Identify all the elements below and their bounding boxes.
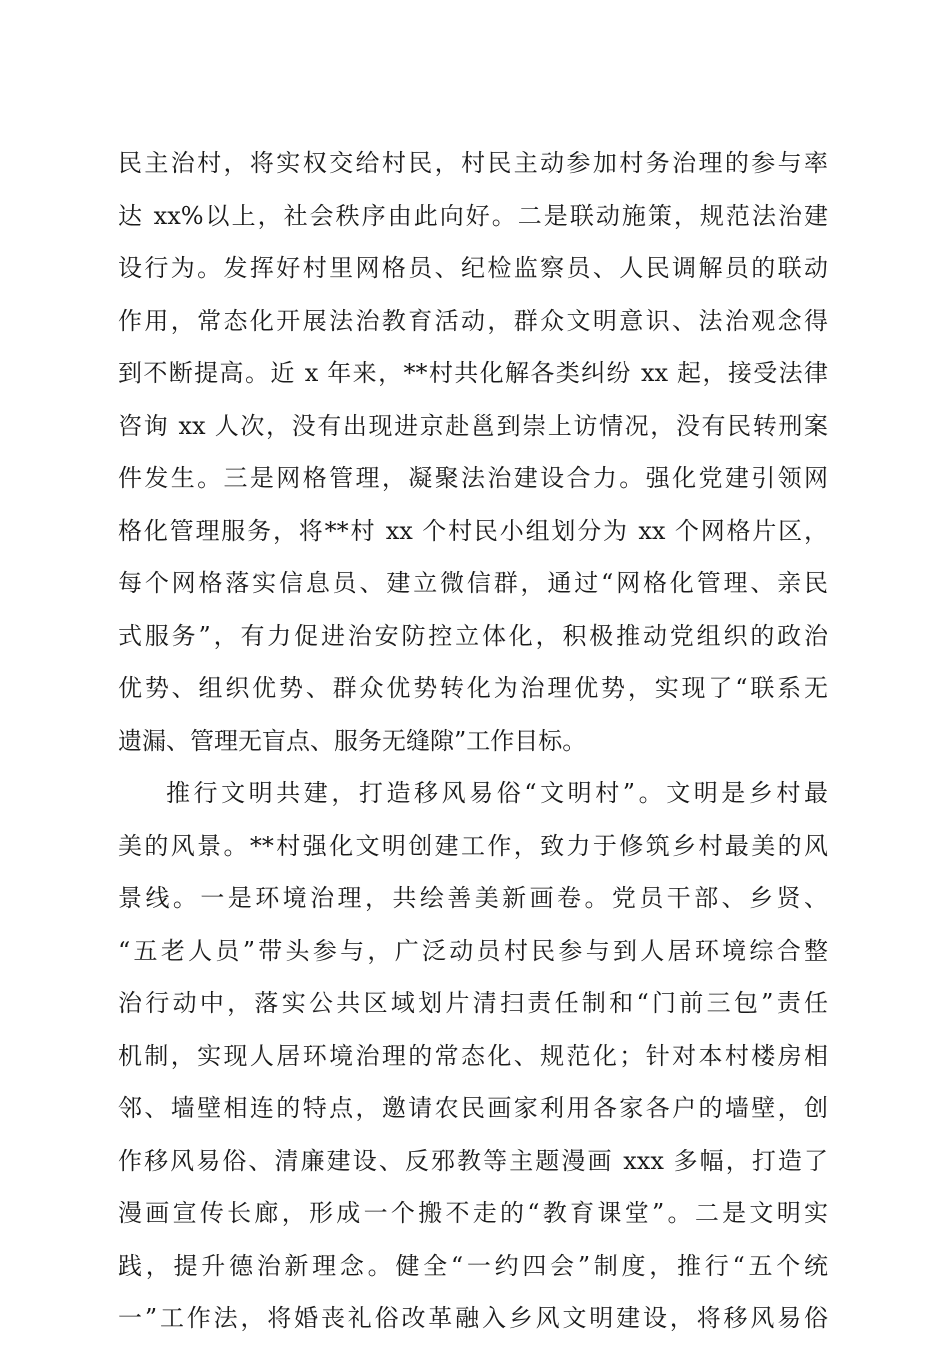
text-line: 咨询 xx 人次，没有出现进京赴邕到崇上访情况，没有民转刑案 (118, 411, 828, 440)
text-line: 一”工作法，将婚丧礼俗改革融入乡风文明建设，将移风易俗 (118, 1304, 828, 1332)
text-line: 到不断提高。近 x 年来，**村共化解各类纠纷 xx 起，接受法律 (118, 359, 828, 387)
text-line: 设行为。发挥好村里网格员、纪检监察员、人民调解员的联动 (118, 254, 828, 282)
text-line: 漫画宣传长廊，形成一个搬不走的“教育课堂”。二是文明实 (118, 1199, 828, 1227)
text-line: 景线。一是环境治理，共绘善美新画卷。党员干部、乡贤、 (118, 884, 828, 912)
paragraph-rule-of-law (118, 137, 828, 767)
text-line: “五老人员”带头参与，广泛动员村民参与到人居环境综合整 (118, 936, 828, 965)
paragraph-civilization (118, 767, 828, 1345)
text-line: 作用，常态化开展法治教育活动，群众文明意识、法治观念得 (118, 306, 828, 335)
text-line: 作移风易俗、清廉建设、反邪教等主题漫画 xxx 多幅，打造了 (118, 1146, 828, 1175)
text-line: 邻、墙壁相连的特点，邀请农民画家利用各家各户的墙壁，创 (118, 1094, 828, 1122)
text-line: 件发生。三是网格管理，凝聚法治建设合力。强化党建引领网 (118, 464, 828, 492)
text-line: 机制，实现人居环境治理的常态化、规范化；针对本村楼房相 (118, 1041, 828, 1070)
text-line: 优势、组织优势、群众优势转化为治理优势，实现了“联系无 (118, 674, 828, 702)
text-line: 每个网格落实信息员、建立微信群，通过“网格化管理、亲民 (118, 569, 828, 597)
text-line: 遗漏、管理无盲点、服务无缝隙”工作目标。 (118, 726, 587, 755)
text-line: 美的风景。**村强化文明创建工作，致力于修筑乡村最美的风 (118, 831, 828, 860)
text-line: 治行动中，落实公共区域划片清扫责任制和“门前三包”责任 (118, 989, 828, 1017)
text-line: 达 xx%以上，社会秩序由此向好。二是联动施策，规范法治建 (118, 201, 828, 230)
text-line: 践，提升德治新理念。健全“一约四会”制度，推行“五个统 (118, 1251, 828, 1280)
text-line: 格化管理服务，将**村 xx 个村民小组划分为 xx 个网格片区， (118, 516, 828, 545)
document-body (118, 137, 828, 1345)
text-line: 推行文明共建，打造移风易俗“文明村”。文明是乡村最 (166, 779, 828, 807)
text-line: 民主治村，将实权交给村民，村民主动参加村务治理的参与率 (118, 149, 828, 177)
text-line: 式服务”，有力促进治安防控立体化，积极推动党组织的政治 (118, 621, 828, 650)
